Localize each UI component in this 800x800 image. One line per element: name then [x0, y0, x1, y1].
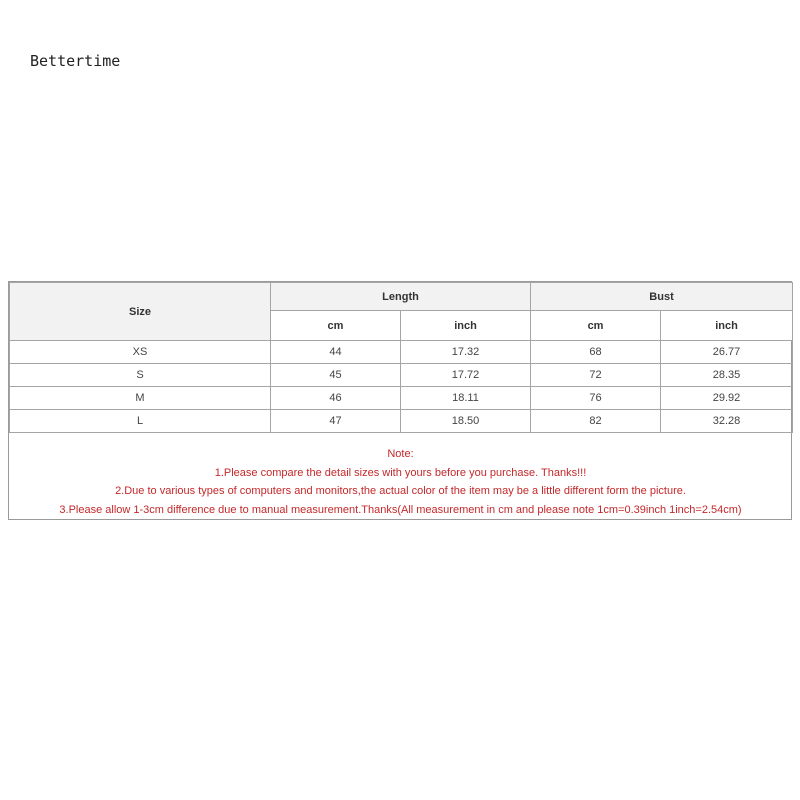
- size-table: [9, 282, 793, 433]
- length-inch-header: inch: [401, 311, 531, 341]
- bust-cm-header: cm: [531, 311, 661, 341]
- note-line: 3.Please allow 1-3cm difference due to manual measurement.Thanks(All measurement in cm and please note 1cm=0.39inch 1inch=2.54cm): [59, 503, 742, 516]
- length-cm-cell: 45: [271, 364, 401, 387]
- length-header: Length: [271, 283, 531, 311]
- table-row: [10, 387, 793, 410]
- bust-inch-header: inch: [661, 311, 793, 341]
- size-cell: M: [10, 387, 271, 410]
- length-cm-header: cm: [271, 311, 401, 341]
- length-inch-cell: 18.50: [401, 410, 531, 433]
- bust-inch-cell: 28.35: [661, 364, 793, 387]
- table-row: [10, 341, 793, 364]
- bust-cm-cell: 68: [531, 341, 661, 364]
- brand-name: Bettertime: [30, 52, 121, 70]
- bust-inch-cell: 26.77: [661, 341, 793, 364]
- size-header: Size: [10, 283, 271, 341]
- bust-inch-cell: 32.28: [661, 410, 793, 433]
- table-row: [10, 410, 793, 433]
- notes-title: Note:: [387, 448, 414, 460]
- note-line: 1.Please compare the detail sizes with yours before you purchase. Thanks!!!: [214, 466, 587, 479]
- bust-cm-cell: 76: [531, 387, 661, 410]
- length-inch-cell: 18.11: [401, 387, 531, 410]
- length-inch-cell: 17.32: [401, 341, 531, 364]
- size-chart: [8, 281, 792, 520]
- size-cell: XS: [10, 341, 271, 364]
- bust-header: Bust: [531, 283, 793, 311]
- note-line: 2.Due to various types of computers and monitors,the actual color of the item may be a little different form the picture.: [115, 485, 686, 497]
- size-cell: S: [10, 364, 271, 387]
- length-cm-cell: 44: [271, 341, 401, 364]
- size-cell: L: [10, 410, 271, 433]
- length-cm-cell: 46: [271, 387, 401, 410]
- table-row: [10, 364, 793, 387]
- notes-section: [9, 445, 792, 519]
- length-cm-cell: 47: [271, 410, 401, 433]
- bust-cm-cell: 72: [531, 364, 661, 387]
- bust-cm-cell: 82: [531, 410, 661, 433]
- length-inch-cell: 17.72: [401, 364, 531, 387]
- bust-inch-cell: 29.92: [661, 387, 793, 410]
